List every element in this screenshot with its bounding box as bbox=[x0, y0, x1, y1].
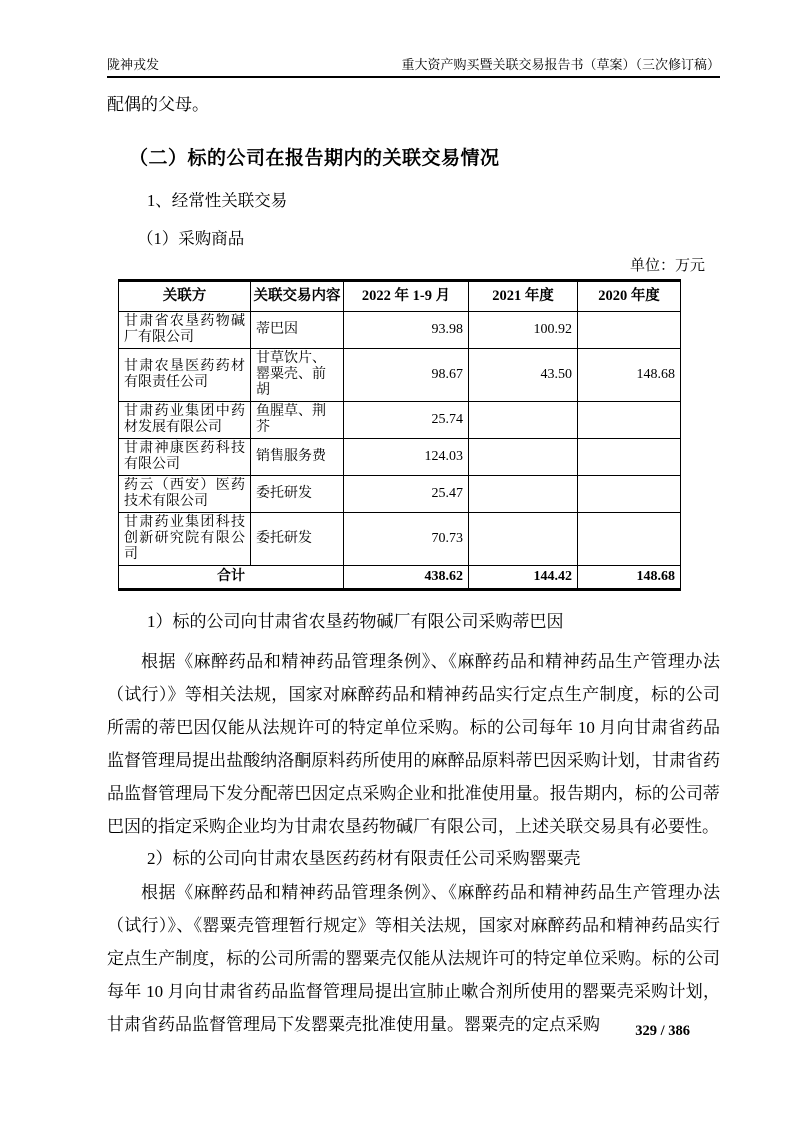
total-label-cell: 合计 bbox=[119, 566, 344, 590]
table-row bbox=[119, 349, 681, 402]
column-header-2021: 2021 年度 bbox=[469, 281, 578, 312]
related-party-cell: 甘肃药业集团科技创新研究院有限公司 bbox=[119, 513, 251, 566]
value-2022-cell: 124.03 bbox=[344, 439, 469, 476]
page-number: 329 / 386 bbox=[635, 1023, 690, 1039]
subsection-1-1-label: （1）采购商品 bbox=[137, 229, 245, 248]
value-2021-cell bbox=[469, 402, 578, 439]
column-header-transaction-content: 关联交易内容 bbox=[251, 281, 344, 312]
transaction-content-cell: 蒂巴因 bbox=[251, 312, 344, 349]
carryover-paragraph: 配偶的父母。 bbox=[107, 95, 209, 114]
item-2-paragraph: 根据《麻醉药品和精神药品管理条例》、《麻醉药品和精神药品生产管理办法（试行）》、《罂粟壳管理暂行规定》等相关法规，国家对麻醉药品和精神药品实行定点生产制度，标的公司所需的罂粟壳仅能从法规许可的特定单位采购。标的公司每年 10 月向甘肃省药品监督管理局提出宣肺止嗽合剂所使用的罂粟壳采购计划，甘肃省药品监督管理局下发罂粟壳批准使用量。罂粟壳的定点采购 bbox=[107, 883, 720, 1034]
table-unit-label: 单位：万元 bbox=[629, 258, 705, 274]
table-row bbox=[119, 476, 681, 513]
item-2-title: 2）标的公司向甘肃农垦医药药材有限责任公司采购罂粟壳 bbox=[147, 849, 581, 868]
total-2022-cell: 438.62 bbox=[344, 566, 469, 590]
page-header bbox=[107, 56, 720, 78]
value-2022-cell: 25.74 bbox=[344, 402, 469, 439]
value-2021-cell bbox=[469, 439, 578, 476]
table-total-row bbox=[119, 566, 681, 590]
value-2022-cell: 93.98 bbox=[344, 312, 469, 349]
table-header-row bbox=[119, 281, 681, 312]
page-content bbox=[107, 0, 720, 1041]
value-2020-cell bbox=[578, 513, 681, 566]
value-2022-cell: 25.47 bbox=[344, 476, 469, 513]
value-2021-cell: 100.92 bbox=[469, 312, 578, 349]
transaction-content-cell: 鱼腥草、荆芥 bbox=[251, 402, 344, 439]
table-row bbox=[119, 312, 681, 349]
value-2021-cell bbox=[469, 476, 578, 513]
transaction-content-cell: 销售服务费 bbox=[251, 439, 344, 476]
table-row bbox=[119, 439, 681, 476]
related-party-cell: 药云（西安）医药技术有限公司 bbox=[119, 476, 251, 513]
column-header-2022: 2022 年 1-9 月 bbox=[344, 281, 469, 312]
table-row bbox=[119, 513, 681, 566]
value-2020-cell: 148.68 bbox=[578, 349, 681, 402]
column-header-related-party: 关联方 bbox=[119, 281, 251, 312]
related-party-cell: 甘肃药业集团中药材发展有限公司 bbox=[119, 402, 251, 439]
related-transactions-table bbox=[118, 279, 681, 591]
section-heading: （二）标的公司在报告期内的关联交易情况 bbox=[129, 148, 500, 169]
subsection-1-label: 1、经常性关联交易 bbox=[147, 191, 288, 210]
header-report-title: 重大资产购买暨关联交易报告书（草案）（三次修订稿） bbox=[401, 57, 720, 72]
value-2020-cell bbox=[578, 402, 681, 439]
transaction-content-cell: 甘草饮片、罂粟壳、前胡 bbox=[251, 349, 344, 402]
value-2020-cell bbox=[578, 439, 681, 476]
table-row bbox=[119, 402, 681, 439]
related-party-cell: 甘肃省农垦药物碱厂有限公司 bbox=[119, 312, 251, 349]
item-1-title: 1）标的公司向甘肃省农垦药物碱厂有限公司采购蒂巴因 bbox=[147, 612, 564, 631]
transaction-content-cell: 委托研发 bbox=[251, 513, 344, 566]
value-2021-cell: 43.50 bbox=[469, 349, 578, 402]
total-2020-cell: 148.68 bbox=[578, 566, 681, 590]
column-header-2020: 2020 年度 bbox=[578, 281, 681, 312]
transaction-content-cell: 委托研发 bbox=[251, 476, 344, 513]
value-2021-cell bbox=[469, 513, 578, 566]
total-2021-cell: 144.42 bbox=[469, 566, 578, 590]
header-company-short-name: 陇神戎发 bbox=[107, 57, 160, 72]
value-2022-cell: 98.67 bbox=[344, 349, 469, 402]
value-2022-cell: 70.73 bbox=[344, 513, 469, 566]
related-party-cell: 甘肃神康医药科技有限公司 bbox=[119, 439, 251, 476]
value-2020-cell bbox=[578, 476, 681, 513]
value-2020-cell bbox=[578, 312, 681, 349]
related-party-cell: 甘肃农垦医药药材有限责任公司 bbox=[119, 349, 251, 402]
item-1-paragraph: 根据《麻醉药品和精神药品管理条例》、《麻醉药品和精神药品生产管理办法（试行）》等相关法规，国家对麻醉药品和精神药品实行定点生产制度，标的公司所需的蒂巴因仅能从法规许可的特定单位采购。标的公司每年 10 月向甘肃省药品监督管理局提出盐酸纳洛酮原料药所使用的麻醉品原料蒂巴因采购计划，甘肃省药品监督管理局下发分配蒂巴因定点采购企业和批准使用量。报告期内，标的公司蒂巴因的指定采购企业均为甘肃农垦药物碱厂有限公司，上述关联交易具有必要性。 bbox=[107, 652, 720, 836]
